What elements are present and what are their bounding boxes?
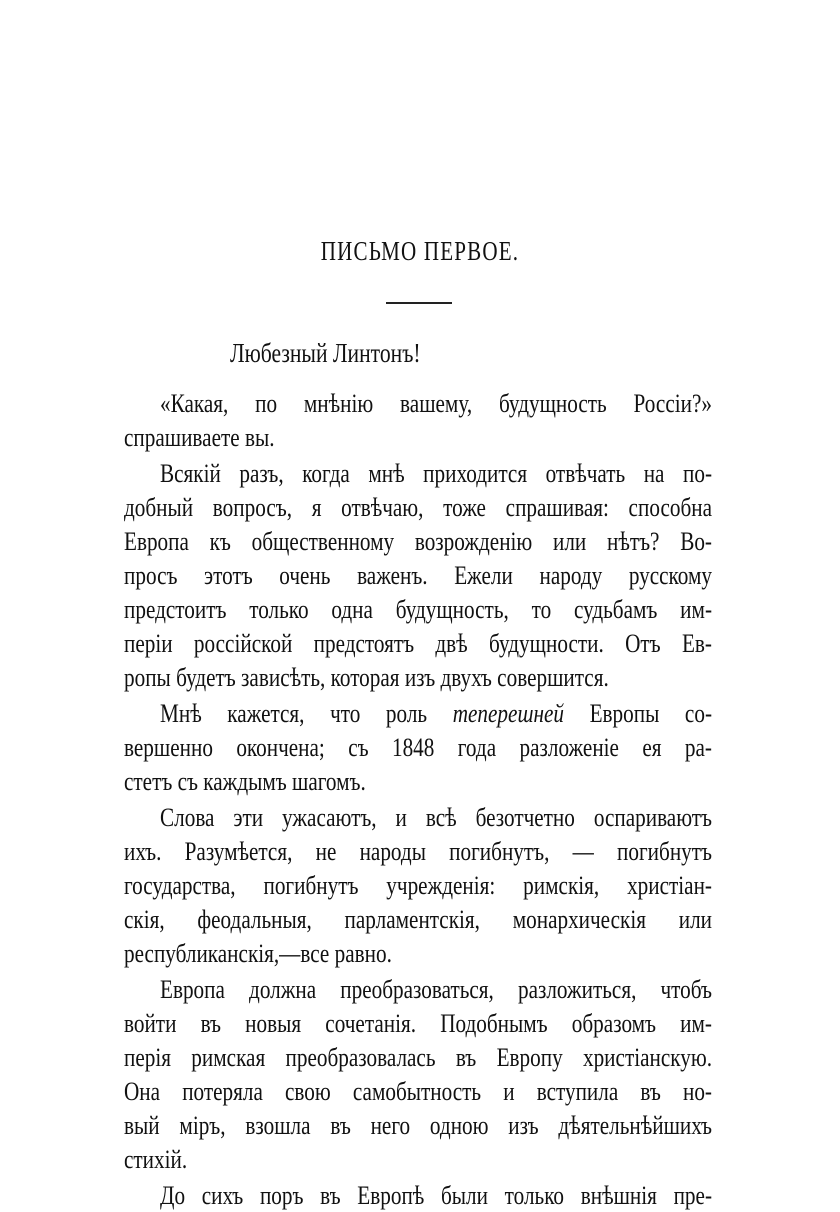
- body-line: До сихъ поръ въ Европѣ были только внѣшнія пре-: [160, 1180, 712, 1210]
- body-line: Она потеряла свою самобытность и вступила въ но-: [124, 1076, 712, 1106]
- body-line: «Какая, по мнѣнію вашему, будущность Россіи?»: [160, 388, 712, 418]
- body-line: просъ этотъ очень важенъ. Ежели народу русскому: [124, 560, 712, 590]
- body-line: [124, 696, 712, 730]
- body-line: Европа къ общественному возрожденію или нѣтъ? Во-: [124, 526, 712, 556]
- body-line: Европа должна преобразоваться, разложиться, чтобъ: [160, 974, 712, 1004]
- body-line: стетъ съ каждымъ шагомъ.: [124, 766, 366, 796]
- body-line: добный вопросъ, я отвѣчаю, тоже спрашивая: способна: [124, 492, 712, 522]
- body-line: вершенно окончена; съ 1848 года разложеніе ея ра-: [124, 732, 712, 762]
- body-line: спрашиваете вы.: [124, 422, 275, 452]
- text-segment: Мнѣ кажется, что роль: [160, 698, 453, 728]
- body-line: предстоитъ только одна будущность, то судьбамъ им-: [124, 594, 712, 624]
- body-line: государства, погибнутъ учрежденія: римскія, христіан-: [124, 870, 712, 900]
- italic-emphasis: теперешней: [452, 698, 564, 728]
- body-line: скія, феодальныя, парламентскія, монархическія или: [124, 904, 712, 934]
- body-line: республиканскія,—все равно.: [124, 938, 392, 968]
- salutation: Любезный Линтонъ!: [230, 338, 421, 368]
- body-line: ихъ. Разумѣется, не народы погибнутъ, — погибнутъ: [124, 836, 712, 866]
- body-line: вый міръ, взошла въ него одною изъ дѣятельнѣйшихъ: [124, 1110, 712, 1140]
- letter-title: ПИСЬМО ПЕРВОЕ.: [320, 236, 520, 266]
- body-line: войти въ новыя сочетанія. Подобнымъ образомъ им-: [124, 1008, 712, 1038]
- body-line: стихій.: [124, 1144, 188, 1174]
- text-segment: Европы со-: [563, 698, 713, 728]
- body-line: перія римская преобразовалась въ Европу христіанскую.: [124, 1042, 712, 1072]
- body-line: Слова эти ужасаютъ, и всѣ безотчетно оспариваютъ: [160, 802, 712, 832]
- title-divider: [386, 302, 452, 304]
- body-line: періи россійской предстоятъ двѣ будущности. Отъ Ев-: [124, 628, 712, 658]
- body-line: ропы будетъ зависѣть, которая изъ двухъ совершится.: [124, 662, 609, 692]
- body-line: Всякій разъ, когда мнѣ приходится отвѣчать на по-: [160, 458, 712, 488]
